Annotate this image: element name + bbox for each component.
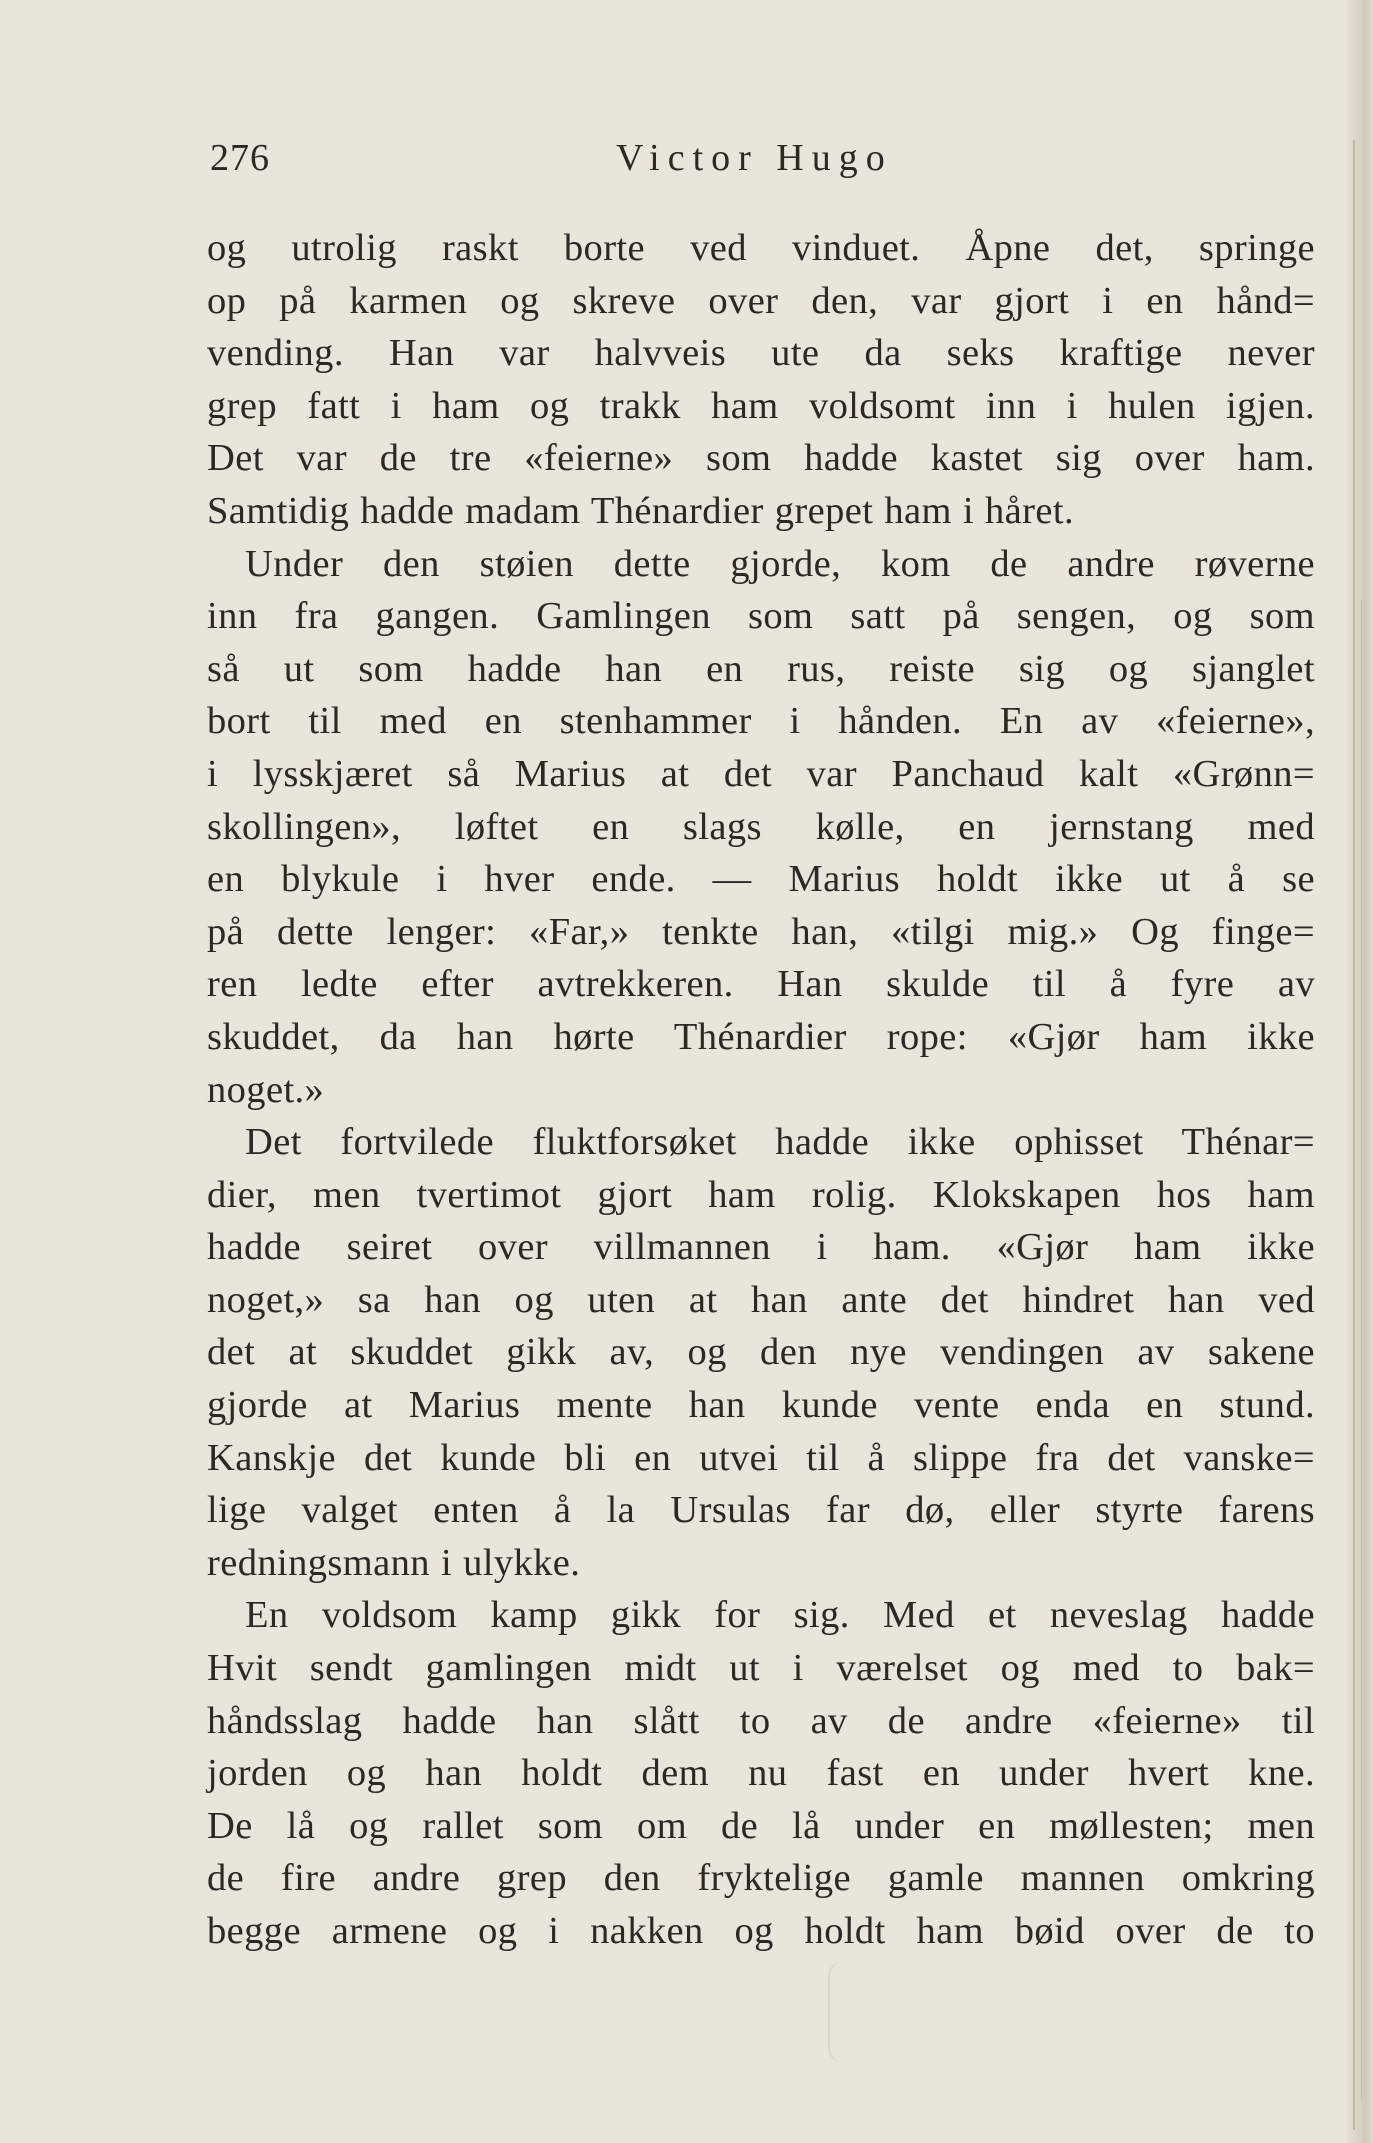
text-line: en blykule i hver ende. — Marius holdt ikke ut å se	[207, 858, 1315, 901]
text-line: skuddet, da han hørte Thénardier rope: «Gjør ham ikke	[207, 1015, 1315, 1058]
text-line: begge armene og i nakken og holdt ham bøid over de to	[207, 1910, 1315, 1952]
text-line: gjorde at Marius mente han kunde vente enda en stund.	[207, 1384, 1315, 1427]
text-line: skollingen», løftet en slags kølle, en jernstang med	[207, 805, 1315, 848]
text-line: lige valget enten å la Ursulas far dø, eller styrte farens	[207, 1489, 1315, 1532]
text-line: i lysskjæret så Marius at det var Panchaud kalt «Grønn=	[207, 752, 1315, 795]
text-line: jorden og han holdt dem nu fast en under hvert kne.	[207, 1752, 1315, 1795]
text-line: De lå og rallet som om de lå under en møllesten; men	[207, 1804, 1315, 1847]
body-text	[207, 222, 1317, 1958]
paragraph-start-line: Under den støien dette gjorde, kom de andre røverne	[245, 542, 1315, 585]
text-line: og utrolig raskt borte ved vinduet. Åpne det, springe	[207, 227, 1315, 269]
text-line: det at skuddet gikk av, og den nye vendingen av sakene	[207, 1331, 1315, 1374]
running-head	[210, 136, 1210, 196]
text-line: noget,» sa han og uten at han ante det hindret han ved	[207, 1278, 1315, 1321]
text-line: på dette lenger: «Far,» tenkte han, «tilgi mig.» Og finge=	[207, 910, 1315, 953]
text-line: grep fatt i ham og trakk ham voldsomt inn i hulen igjen.	[207, 384, 1315, 427]
text-line: de fire andre grep den fryktelige gamle mannen omkring	[207, 1857, 1315, 1900]
text-line: redningsmann i ulykke.	[207, 1541, 581, 1584]
page-edge-shadow	[1347, 0, 1373, 2143]
text-line: hadde seiret over villmannen i ham. «Gjør ham ikke	[207, 1226, 1315, 1269]
text-line: noget.»	[207, 1068, 325, 1111]
text-line: Det var de tre «feierne» som hadde kastet sig over ham.	[207, 437, 1315, 480]
text-line: Hvit sendt gamlingen midt ut i værelset og med to bak=	[207, 1647, 1315, 1690]
paragraph-start-line: Det fortvilede fluktforsøket hadde ikke ophisset Thénar=	[245, 1121, 1315, 1164]
text-line: dier, men tvertimot gjort ham rolig. Klokskapen hos ham	[207, 1173, 1315, 1216]
running-title: Victor Hugo	[616, 137, 893, 179]
text-line: Kanskje det kunde bli en utvei til å slippe fra det vanske=	[207, 1436, 1315, 1479]
text-line: ren ledte efter avtrekkeren. Han skulde til å fyre av	[207, 963, 1315, 1006]
paragraph-start-line: En voldsom kamp gikk for sig. Med et neveslag hadde	[245, 1594, 1315, 1637]
text-line: håndsslag hadde han slått to av de andre «feierne» til	[207, 1699, 1315, 1742]
text-line: op på karmen og skreve over den, var gjort i en hånd=	[207, 279, 1315, 322]
text-line: så ut som hadde han en rus, reiste sig og sjanglet	[207, 647, 1315, 690]
text-line: Samtidig hadde madam Thénardier grepet ham i håret.	[207, 489, 1074, 532]
text-line: inn fra gangen. Gamlingen som satt på sengen, og som	[207, 595, 1315, 638]
text-line: bort til med en stenhammer i hånden. En av «feierne»,	[207, 700, 1315, 743]
text-line: vending. Han var halvveis ute da seks kraftige never	[207, 332, 1315, 375]
page-number: 276	[210, 137, 270, 179]
paper-stain	[828, 1962, 1310, 2062]
